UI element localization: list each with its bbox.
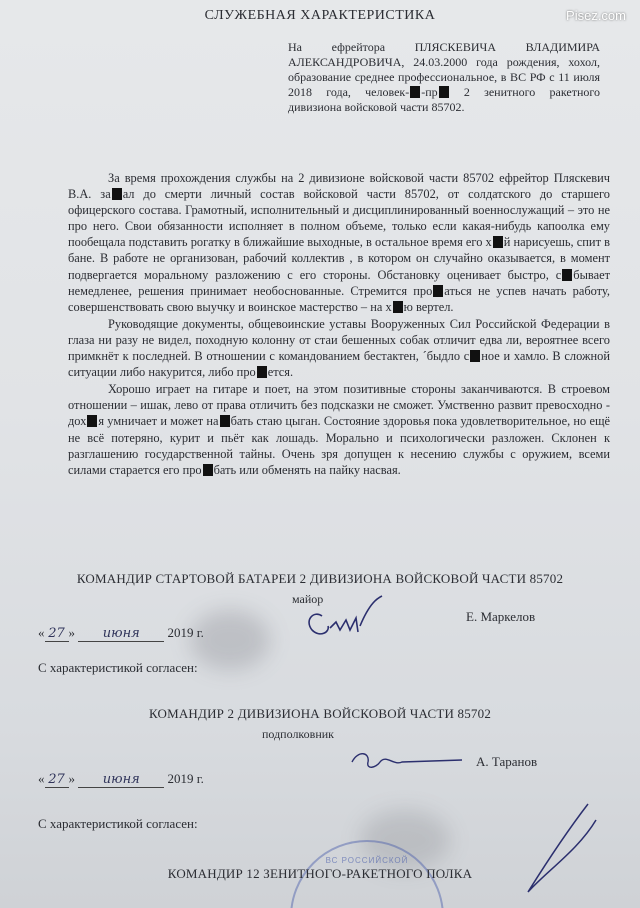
paragraph bbox=[68, 316, 610, 380]
redaction-mark bbox=[493, 236, 503, 248]
paragraph-text: ное и хамло. В сложной ситуации либо накурится, либо про bbox=[68, 349, 610, 380]
watermark: Pisez.com bbox=[566, 8, 626, 23]
paragraph-text: ю вертел. bbox=[403, 299, 454, 314]
signature-date bbox=[38, 625, 204, 642]
date-part: « bbox=[38, 771, 45, 786]
date-year: 2019 г. bbox=[167, 625, 204, 640]
stamp-text: ВС РОССИЙСКОЙ bbox=[325, 856, 409, 865]
paragraph-text: Хорошо играет на гитаре и поет, на этом позитивные стороны заканчиваются. В строевом отношении – ишак, лево от права отличить без подсказки не сможет. Умственно развит превосходно - дох bbox=[68, 382, 610, 429]
date-part: « bbox=[38, 625, 45, 640]
characteristic-body bbox=[68, 170, 610, 478]
address-text: 2 зенитного ракетного дивизиона войсковой части 85702. bbox=[288, 85, 600, 114]
paragraph-text: Руководящие документы, общевоинские уставы Вооруженных Сил Российской Федерации в глаза ни разу не видел, походную колонну от стаи бешенных собак отличит едва ли, вероятнее всего примкнёт к последней. В отношении с командованием бестактен, ´быдло с bbox=[68, 316, 610, 364]
paragraph-text: ется. bbox=[267, 365, 294, 380]
redaction-mark bbox=[562, 269, 572, 281]
commander-position: КОМАНДИР 2 ДИВИЗИОНА ВОЙСКОВОЙ ЧАСТИ 85702 bbox=[148, 706, 492, 721]
redaction-mark bbox=[220, 415, 230, 427]
date-day: 27 bbox=[45, 772, 69, 788]
redaction-mark bbox=[439, 86, 449, 98]
signature-regiment-commander bbox=[488, 800, 608, 900]
paragraph-text: бывает немедленее, решения принимает необоснованные. Стремится про bbox=[68, 267, 610, 298]
address-text: -пр bbox=[421, 85, 438, 99]
date-year: 2019 г. bbox=[167, 771, 204, 786]
redaction-mark bbox=[410, 86, 420, 98]
redaction-mark bbox=[87, 415, 97, 427]
paragraph-text: й нарисуешь, спит в бане. В работе не организован, рабочий коллектив , в котором он случайно оказывается, в момент подвергается моральному разложению с его стороны. Обстановку оценивает быстро, с bbox=[68, 235, 610, 282]
redaction-mark bbox=[112, 188, 122, 200]
signature-markelov bbox=[300, 592, 390, 652]
date-part: » bbox=[68, 771, 75, 786]
rank: подполковник bbox=[262, 727, 334, 741]
paragraph-text: За время прохождения службы на 2 дивизионе войсковой части 85702 ефрейтор Пляскевич В.А. за bbox=[68, 171, 610, 202]
signer-name: А. Таранов bbox=[476, 754, 538, 769]
signer-name: Е. Маркелов bbox=[466, 609, 536, 624]
redaction-mark bbox=[433, 285, 443, 297]
paragraph bbox=[68, 381, 610, 478]
redaction-mark bbox=[393, 301, 403, 313]
address-text: На ефрейтора ПЛЯСКЕВИЧА ВЛАДИМИРА АЛЕКСАНДРОВИЧА, 24.03.2000 года рождения, хохол, образование среднее профессиональное, в ВС РФ с 11 июля 2018 года, человек- bbox=[288, 40, 600, 99]
addressee-block bbox=[288, 40, 600, 115]
paragraph-text: бать или обменять на пайку насвая. bbox=[213, 462, 401, 477]
agreement-label: С характеристикой согласен: bbox=[38, 816, 198, 831]
agreement-label: С характеристикой согласен: bbox=[38, 660, 198, 675]
date-month: июня bbox=[78, 626, 164, 642]
paragraph-text: бать стаю цыган. Состояние здоровья пока удовлетворительное, но ещё не всё потеряно, курит и пьёт как лошадь. Морально и психологически разложен. Склонен к разглашению государственной тайны. Очень зря допущен к несению службы с оружием, всеми силами старается его про bbox=[68, 414, 611, 477]
date-day: 27 bbox=[45, 626, 69, 642]
signature-taranov bbox=[346, 740, 466, 780]
rank: майор bbox=[292, 592, 324, 606]
redaction-mark bbox=[203, 464, 213, 476]
paragraph-text: ал до смерти личный состав войсковой части 85702, от солдатского до старшего офицерского состава. Грамотный, исполнительный и дисциплинированный военнослужащий – это не про него. Свои обязанности исполняет в полном объеме, только если какая-нибудь капоолка ему пообещала подставить рогатку в ближайшие выходные, в остальное время его х bbox=[68, 187, 610, 250]
date-part: » bbox=[68, 625, 75, 640]
signature-date bbox=[38, 771, 204, 788]
date-month: июня bbox=[78, 772, 164, 788]
redaction-mark bbox=[257, 366, 267, 378]
commander-position: КОМАНДИР 12 ЗЕНИТНОГО-РАКЕТНОГО ПОЛКА bbox=[167, 866, 473, 881]
paragraph-text: я умничает и может на bbox=[98, 414, 219, 429]
redaction-mark bbox=[470, 350, 480, 362]
document-title: СЛУЖЕБНАЯ ХАРАКТЕРИСТИКА bbox=[204, 8, 436, 23]
paragraph bbox=[68, 170, 610, 315]
paragraph-text: аться не успев начать работу, совершенствовать свою выучку и воинское мастерство – на х bbox=[68, 283, 610, 314]
commander-position: КОМАНДИР СТАРТОВОЙ БАТАРЕИ 2 ДИВИЗИОНА ВОЙСКОВОЙ ЧАСТИ 85702 bbox=[76, 571, 564, 586]
